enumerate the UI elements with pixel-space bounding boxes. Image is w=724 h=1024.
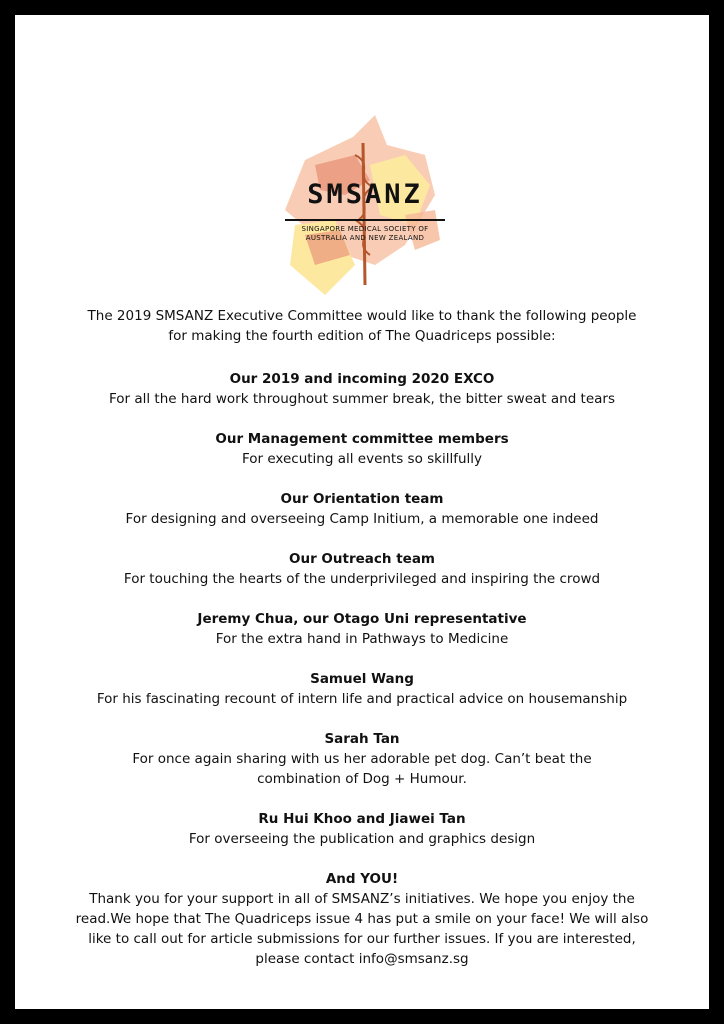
intro-text: The 2019 SMSANZ Executive Committee would like to thank the following people for making the fourth edition of The Quadriceps possible: [87, 308, 637, 344]
section-text: For executing all events so skillfully [241, 451, 483, 467]
section-heading: Our Orientation team [280, 491, 444, 507]
divider [285, 219, 445, 221]
section [15, 609, 709, 649]
section [15, 429, 709, 469]
map-graphic [275, 115, 455, 305]
logo-title: SMSANZ [307, 179, 423, 210]
section [15, 729, 709, 789]
section [15, 549, 709, 589]
section [15, 489, 709, 529]
section-text: For his fascinating recount of intern life and practical advice on housemanship [96, 691, 628, 707]
logo-subtitle-line: AUSTRALIA AND NEW ZEALAND [305, 234, 425, 242]
section [15, 669, 709, 709]
section [15, 809, 709, 849]
section-heading: Ru Hui Khoo and Jiawei Tan [258, 811, 466, 827]
acknowledgements [15, 306, 709, 989]
section [15, 369, 709, 409]
section-heading: Samuel Wang [310, 671, 414, 687]
logo-subtitle [275, 225, 455, 243]
section-text: For the extra hand in Pathways to Medicine [215, 631, 509, 647]
section-text: For touching the hearts of the underprivileged and inspiring the crowd [123, 571, 601, 587]
section-text: For once again sharing with us her adorable pet dog. Can’t beat the combination of Dog + Humour. [132, 751, 592, 787]
closing-section [15, 869, 709, 969]
page [15, 15, 709, 1009]
section-text: For all the hard work throughout summer break, the bitter sweat and tears [108, 391, 616, 407]
section-heading: Sarah Tan [324, 731, 400, 747]
closing-heading: And YOU! [325, 871, 399, 887]
logo-subtitle-line: SINGAPORE MEDICAL SOCIETY OF [301, 225, 429, 233]
section-heading: Our Management committee members [215, 431, 509, 447]
smsanz-logo [275, 115, 455, 305]
section-text: For designing and overseeing Camp Initium, a memorable one indeed [125, 511, 599, 527]
section-heading: Our 2019 and incoming 2020 EXCO [229, 371, 495, 387]
section-heading: Jeremy Chua, our Otago Uni representative [197, 611, 527, 627]
section-text: For overseeing the publication and graphics design [188, 831, 536, 847]
section-heading: Our Outreach team [288, 551, 435, 567]
closing-text: Thank you for your support in all of SMSANZ’s initiatives. We hope you enjoy the read.We hope that The Quadriceps issue 4 has put a smile on your face! We will also like to call out for article submissions for our further issues. If you are interested, please contact info@smsanz.sg [75, 891, 649, 967]
